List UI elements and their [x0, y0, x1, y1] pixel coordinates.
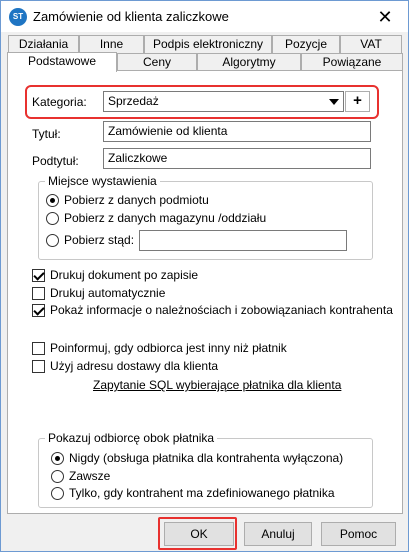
window-title: Zamówienie od klienta zaliczkowe	[33, 9, 229, 24]
ok-button[interactable]: OK	[164, 522, 234, 546]
tytul-label: Tytuł:	[32, 127, 61, 141]
add-kategoria-button[interactable]	[345, 91, 370, 112]
tab-pozycje[interactable]: Pozycje	[272, 35, 340, 53]
miejsce-option-label: Pobierz z danych magazynu /oddziału	[64, 211, 267, 225]
check-label: Drukuj dokument po zapisie	[50, 268, 199, 282]
tab-powiazane[interactable]: Powiązane	[301, 53, 403, 71]
check-poinformuj-odbiorca[interactable]	[32, 341, 287, 355]
odbiorca-option-nigdy[interactable]	[51, 451, 343, 465]
radio-icon	[46, 212, 59, 225]
check-adres-dostawy[interactable]	[32, 359, 218, 373]
check-pokaz-naleznosci[interactable]	[32, 303, 393, 317]
miejsce-option-magazyn[interactable]	[46, 211, 266, 225]
checkbox-icon	[32, 304, 45, 317]
miejsce-option-podmiot[interactable]	[46, 193, 209, 207]
tab-ceny[interactable]: Ceny	[117, 53, 197, 71]
kategoria-select[interactable]	[103, 91, 344, 112]
kategoria-value: Sprzedaż	[108, 94, 159, 108]
check-drukuj-automatycznie[interactable]	[32, 286, 165, 300]
app-logo-icon: ST	[9, 8, 27, 26]
check-label: Użyj adresu dostawy dla klienta	[50, 359, 219, 373]
kategoria-label: Kategoria:	[32, 95, 87, 109]
check-label: Drukuj automatycznie	[50, 286, 166, 300]
check-drukuj-po-zapisie[interactable]	[32, 268, 198, 282]
cancel-button[interactable]: Anuluj	[244, 522, 312, 546]
podtytul-label: Podtytuł:	[32, 154, 79, 168]
miejsce-option-label: Pobierz stąd:	[64, 233, 135, 247]
radio-icon	[51, 452, 64, 465]
podtytul-field[interactable]: Zaliczkowe	[103, 148, 371, 169]
dropdown-arrow-icon	[329, 99, 339, 105]
odbiorca-option-label: Tylko, gdy kontrahent ma zdefiniowanego płatnika	[69, 486, 335, 500]
radio-icon	[46, 234, 59, 247]
plus-icon: +	[353, 92, 362, 109]
checkbox-icon	[32, 287, 45, 300]
miejsce-option-label: Pobierz z danych podmiotu	[64, 193, 209, 207]
help-button[interactable]: Pomoc	[321, 522, 396, 546]
radio-icon	[51, 487, 64, 500]
tab-vat[interactable]: VAT	[340, 35, 402, 53]
tab-podpis-elektroniczny[interactable]: Podpis elektroniczny	[144, 35, 272, 53]
pokazuj-odbiorce-title: Pokazuj odbiorcę obok płatnika	[45, 431, 217, 445]
odbiorca-option-tylko[interactable]	[51, 486, 335, 500]
check-label: Pokaż informacje o należnościach i zobowiązaniach kontrahenta	[50, 303, 393, 317]
odbiorca-option-label: Nigdy (obsługa płatnika dla kontrahenta wyłączona)	[69, 451, 344, 465]
miejsce-option-stad[interactable]	[46, 233, 134, 247]
radio-icon	[51, 470, 64, 483]
checkbox-icon	[32, 360, 45, 373]
odbiorca-option-zawsze[interactable]	[51, 469, 110, 483]
odbiorca-option-label: Zawsze	[69, 469, 111, 483]
stad-field[interactable]	[139, 230, 347, 251]
miejsce-wystawienia-title: Miejsce wystawienia	[45, 174, 160, 188]
tab-inne[interactable]: Inne	[79, 35, 144, 53]
sql-platnik-link[interactable]: Zapytanie SQL wybierające płatnika dla klienta	[93, 378, 342, 392]
tytul-field[interactable]: Zamówienie od klienta	[103, 121, 371, 142]
checkbox-icon	[32, 269, 45, 282]
tab-dzialania[interactable]: Działania	[8, 35, 79, 53]
radio-icon	[46, 194, 59, 207]
tab-algorytmy[interactable]: Algorytmy	[197, 53, 301, 71]
check-label: Poinformuj, gdy odbiorca jest inny niż płatnik	[50, 341, 287, 355]
tab-podstawowe[interactable]: Podstawowe	[7, 52, 117, 72]
close-icon: ✕	[377, 6, 393, 27]
checkbox-icon	[32, 342, 45, 355]
